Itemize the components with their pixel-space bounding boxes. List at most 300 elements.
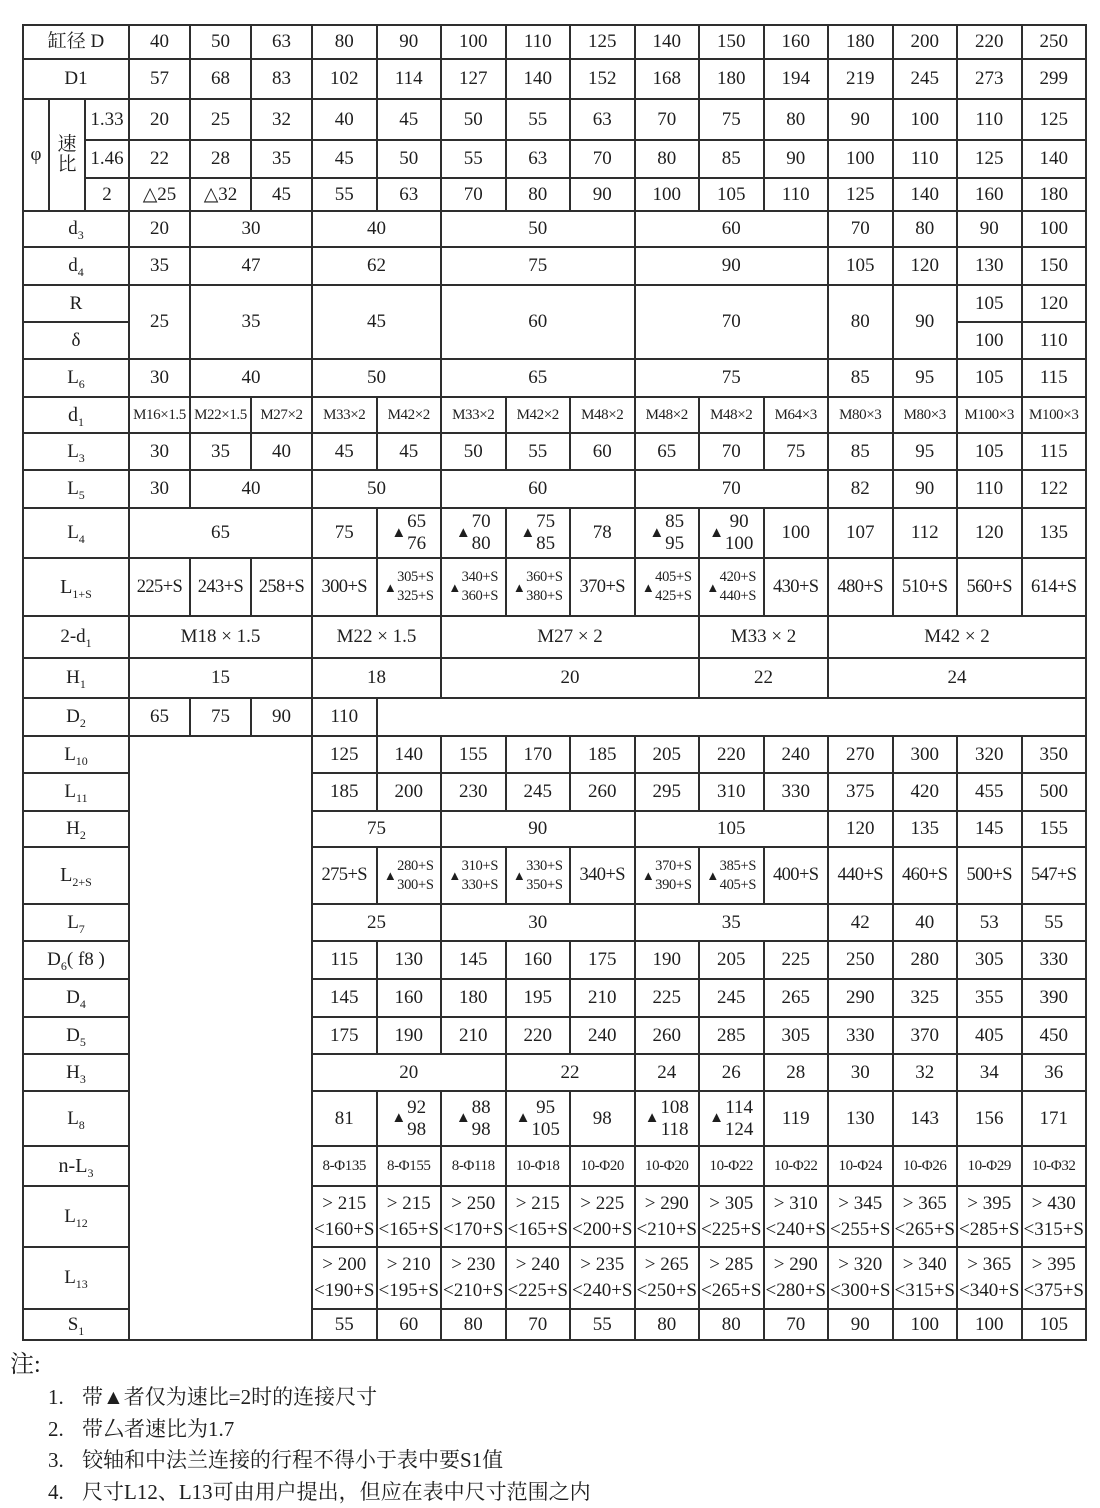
table-cell: 340+S (570, 847, 635, 904)
table-cell: 98 (570, 1091, 635, 1146)
table-cell: ▲ 310+S 330+S (441, 847, 506, 904)
table-cell: 290 (828, 979, 893, 1017)
table-cell: 90 (570, 178, 635, 211)
table-cell: ▲ 405+S 425+S (635, 558, 700, 616)
table-cell: 110 (893, 140, 958, 178)
table-cell: 45 (312, 140, 377, 178)
table-cell: △32 (190, 178, 251, 211)
table-cell: 260 (635, 1017, 700, 1054)
table-cell: 35 (635, 904, 829, 941)
dimension-spec-table (22, 24, 1087, 1341)
notes-section (10, 1348, 1080, 1508)
table-cell: 125 (312, 736, 377, 773)
table-cell: > 240 <225+S (506, 1247, 571, 1309)
table-cell: 219 (828, 59, 893, 99)
table-cell: 194 (764, 59, 829, 99)
table-cell: 10-Φ24 (828, 1146, 893, 1186)
table-row (23, 59, 1086, 99)
table-cell: 80 (893, 211, 958, 247)
table-cell: 305 (957, 941, 1022, 979)
table-cell: 30 (441, 904, 635, 941)
table-cell: 40 (312, 99, 377, 140)
table-cell: 160 (506, 941, 571, 979)
table-cell: 90 (635, 247, 829, 285)
table-cell: > 345 <255+S (828, 1186, 893, 1247)
table-cell: 125 (957, 140, 1022, 178)
table-cell: 305 (764, 1017, 829, 1054)
table-cell: 145 (441, 941, 506, 979)
table-cell: 405 (957, 1017, 1022, 1054)
note-number: 4. (48, 1477, 82, 1508)
table-cell: 114 (377, 59, 442, 99)
table-cell: 100 (893, 1309, 958, 1340)
row-label: δ (23, 322, 129, 359)
table-cell: 45 (312, 285, 441, 359)
table-cell: M100×3 (957, 397, 1022, 433)
table-cell: 90 (828, 1309, 893, 1340)
table-cell: 200 (377, 773, 442, 811)
table-cell: 55 (506, 99, 571, 140)
table-cell: 285 (699, 1017, 764, 1054)
table-cell: M48×2 (635, 397, 700, 433)
table-cell: 90 (251, 698, 312, 736)
table-cell: 295 (635, 773, 700, 811)
table-cell: 275+S (312, 847, 377, 904)
row-label: $H_3$ (23, 1054, 129, 1091)
table-cell: > 215 <160+S (312, 1186, 377, 1247)
table-cell: > 395 <375+S (1022, 1247, 1087, 1309)
table-cell: 70 (699, 433, 764, 470)
row-label: 缸径 D (23, 25, 129, 59)
filled-triangle-icon: ▲ (706, 869, 718, 882)
empty-cell (129, 736, 312, 1340)
row-label: $2-d_1$ (23, 616, 129, 658)
table-cell: 90 (893, 285, 958, 359)
table-cell: 145 (957, 811, 1022, 847)
table-cell: ▲ 305+S 325+S (377, 558, 442, 616)
table-cell: 80 (506, 178, 571, 211)
table-cell: 75 (312, 508, 377, 558)
table-cell: M22 × 1.5 (312, 616, 441, 658)
table-cell: 125 (1022, 99, 1087, 140)
table-cell: M48×2 (570, 397, 635, 433)
row-label: R (23, 285, 129, 322)
table-cell: M33×2 (312, 397, 377, 433)
table-cell: 125 (828, 178, 893, 211)
table-cell: 35 (129, 247, 190, 285)
table-cell: 30 (190, 211, 312, 247)
table-cell: M22×1.5 (190, 397, 251, 433)
table-cell: ▲ 385+S 405+S (699, 847, 764, 904)
table-cell: 70 (441, 178, 506, 211)
table-row (23, 247, 1086, 285)
table-cell: 280 (893, 941, 958, 979)
table-cell: 25 (190, 99, 251, 140)
table-row (23, 658, 1086, 698)
table-cell: 50 (441, 99, 506, 140)
table-cell: 80 (828, 285, 893, 359)
table-cell: 57 (129, 59, 190, 99)
table-cell: 240 (570, 1017, 635, 1054)
table-cell: M64×3 (764, 397, 829, 433)
notes-title: 注: (10, 1348, 1080, 1382)
table-cell: 225 (764, 941, 829, 979)
table-cell: 40 (190, 470, 312, 508)
table-row (23, 25, 1086, 59)
table-cell: 150 (699, 25, 764, 59)
table-cell: 45 (312, 433, 377, 470)
filled-triangle-icon: ▲ (391, 526, 406, 541)
table-row (23, 397, 1086, 433)
row-label: 2 (85, 178, 129, 211)
table-cell: 450 (1022, 1017, 1087, 1054)
table-cell: 10-Φ26 (893, 1146, 958, 1186)
note-text: 铰轴和中法兰连接的行程不得小于表中要S1值 (82, 1445, 503, 1477)
table-cell: 100 (441, 25, 506, 59)
table-cell: 156 (957, 1091, 1022, 1146)
table-cell: 28 (764, 1054, 829, 1091)
table-cell: 68 (190, 59, 251, 99)
table-cell: 120 (1022, 285, 1087, 322)
table-row (23, 99, 1086, 140)
table-cell: 32 (893, 1054, 958, 1091)
table-cell: 210 (441, 1017, 506, 1054)
table-cell: 547+S (1022, 847, 1087, 904)
filled-triangle-icon: ▲ (709, 526, 724, 541)
table-cell: ▲ 340+S 360+S (441, 558, 506, 616)
table-cell: 55 (506, 433, 571, 470)
table-cell: 50 (312, 470, 441, 508)
row-label: $d_1$ (23, 397, 129, 433)
table-cell: 265 (764, 979, 829, 1017)
table-cell: M42×2 (377, 397, 442, 433)
table-cell: 500+S (957, 847, 1022, 904)
table-cell: > 305 <225+S (699, 1186, 764, 1247)
table-cell: ▲ 70 80 (441, 508, 506, 558)
table-cell: 185 (570, 736, 635, 773)
row-label: $d_4$ (23, 247, 129, 285)
table-cell: 100 (957, 1309, 1022, 1340)
row-label: $L_7$ (23, 904, 129, 941)
table-cell: ▲ 114 124 (699, 1091, 764, 1146)
table-cell: 70 (764, 1309, 829, 1340)
filled-triangle-icon: ▲ (384, 869, 396, 882)
table-cell: 65 (129, 698, 190, 736)
table-cell: 440+S (828, 847, 893, 904)
table-cell: 60 (635, 211, 829, 247)
table-cell: 80 (699, 1309, 764, 1340)
table-cell: 85 (828, 433, 893, 470)
table-cell: 190 (635, 941, 700, 979)
table-cell: 90 (893, 470, 958, 508)
table-cell: 560+S (957, 558, 1022, 616)
table-cell: 65 (441, 359, 635, 397)
table-cell: 22 (129, 140, 190, 178)
table-cell: 430+S (764, 558, 829, 616)
table-cell: ▲ 85 95 (635, 508, 700, 558)
table-cell: 80 (312, 25, 377, 59)
table-cell: 112 (893, 508, 958, 558)
table-cell: 225+S (129, 558, 190, 616)
row-label: $L_{1+S}$ (23, 558, 129, 616)
table-cell: 75 (441, 247, 635, 285)
table-cell: 45 (251, 178, 312, 211)
table-cell: 75 (635, 359, 829, 397)
table-cell: ▲ 65 76 (377, 508, 442, 558)
table-cell: 300 (893, 736, 958, 773)
table-cell: 170 (506, 736, 571, 773)
table-cell: 26 (699, 1054, 764, 1091)
table-cell: 455 (957, 773, 1022, 811)
table-cell: 90 (828, 99, 893, 140)
table-cell: > 210 <195+S (377, 1247, 442, 1309)
table-cell: 143 (893, 1091, 958, 1146)
table-cell: 40 (251, 433, 312, 470)
row-label: $d_3$ (23, 211, 129, 247)
table-cell: 243+S (190, 558, 251, 616)
table-cell: 20 (312, 1054, 506, 1091)
table-cell: 30 (828, 1054, 893, 1091)
table-cell: > 250 <170+S (441, 1186, 506, 1247)
table-cell: 105 (828, 247, 893, 285)
table-cell: 370+S (570, 558, 635, 616)
table-cell: 90 (441, 811, 635, 847)
table-cell: 330 (764, 773, 829, 811)
table-cell: 152 (570, 59, 635, 99)
table-cell: 330 (828, 1017, 893, 1054)
table-row (23, 140, 1086, 178)
table-cell: 110 (1022, 322, 1087, 359)
table-cell: 300+S (312, 558, 377, 616)
table-cell: 8-Φ118 (441, 1146, 506, 1186)
table-cell: 55 (570, 1309, 635, 1340)
spec-table-body (23, 25, 1086, 1340)
table-cell: 273 (957, 59, 1022, 99)
table-cell: 55 (1022, 904, 1087, 941)
table-cell: ▲ 92 98 (377, 1091, 442, 1146)
table-cell: 245 (506, 773, 571, 811)
table-cell: 40 (190, 359, 312, 397)
table-cell: 119 (764, 1091, 829, 1146)
table-cell: 10-Φ22 (764, 1146, 829, 1186)
table-cell: > 290 <210+S (635, 1186, 700, 1247)
table-cell: 70 (635, 99, 700, 140)
filled-triangle-icon: ▲ (642, 581, 654, 594)
table-cell: 53 (957, 904, 1022, 941)
table-cell: 160 (764, 25, 829, 59)
table-cell: 460+S (893, 847, 958, 904)
table-cell: 22 (699, 658, 828, 698)
table-cell: 135 (1022, 508, 1087, 558)
table-cell: 171 (1022, 1091, 1087, 1146)
note-number: 1. (48, 1382, 82, 1414)
table-row (23, 359, 1086, 397)
row-label: $L_8$ (23, 1091, 129, 1146)
table-cell: 100 (764, 508, 829, 558)
table-cell: 320 (957, 736, 1022, 773)
table-cell: 75 (312, 811, 441, 847)
table-cell: 20 (441, 658, 699, 698)
note-number: 3. (48, 1445, 82, 1477)
table-cell: 90 (377, 25, 442, 59)
table-cell: > 290 <280+S (764, 1247, 829, 1309)
row-label: $n-L_3$ (23, 1146, 129, 1186)
table-cell: 8-Φ135 (312, 1146, 377, 1186)
table-cell: 100 (1022, 211, 1087, 247)
table-cell: 50 (377, 140, 442, 178)
filled-triangle-icon: ▲ (516, 1111, 531, 1126)
table-cell: 75 (699, 99, 764, 140)
filled-triangle-icon: ▲ (448, 581, 460, 594)
table-cell: > 310 <240+S (764, 1186, 829, 1247)
table-cell: ▲ 88 98 (441, 1091, 506, 1146)
table-cell: 160 (957, 178, 1022, 211)
note-item (48, 1477, 1080, 1508)
table-cell: 200 (893, 25, 958, 59)
table-cell: 140 (1022, 140, 1087, 178)
table-cell: 100 (893, 99, 958, 140)
row-label: $L_{2+S}$ (23, 847, 129, 904)
table-cell: 270 (828, 736, 893, 773)
filled-triangle-icon: ▲ (391, 1111, 406, 1126)
table-cell: 80 (764, 99, 829, 140)
table-cell: 20 (129, 99, 190, 140)
row-label: 1.46 (85, 140, 129, 178)
table-cell: △25 (129, 178, 190, 211)
table-cell: > 215 <165+S (506, 1186, 571, 1247)
table-cell: 70 (570, 140, 635, 178)
table-cell: 65 (635, 433, 700, 470)
table-cell: 185 (312, 773, 377, 811)
table-cell: > 395 <285+S (957, 1186, 1022, 1247)
table-cell: 205 (699, 941, 764, 979)
table-cell: 90 (957, 211, 1022, 247)
table-cell: 175 (312, 1017, 377, 1054)
table-cell: 140 (377, 736, 442, 773)
table-cell: ▲ 360+S 380+S (506, 558, 571, 616)
table-cell: 70 (635, 470, 829, 508)
row-label: D1 (23, 59, 129, 99)
note-item (48, 1414, 1080, 1446)
table-cell: 110 (764, 178, 829, 211)
note-text: 带▲者仅为速比=2时的连接尺寸 (82, 1382, 377, 1414)
table-cell: 28 (190, 140, 251, 178)
table-cell: 115 (1022, 359, 1087, 397)
row-label: $H_1$ (23, 658, 129, 698)
table-row (23, 178, 1086, 211)
table-cell: 420 (893, 773, 958, 811)
table-cell: 120 (957, 508, 1022, 558)
table-cell: 168 (635, 59, 700, 99)
table-cell: 105 (957, 433, 1022, 470)
filled-triangle-icon: ▲ (706, 581, 718, 594)
row-label: $L_6$ (23, 359, 129, 397)
filled-triangle-icon: ▲ (513, 581, 525, 594)
table-cell: 122 (1022, 470, 1087, 508)
table-cell: 400+S (764, 847, 829, 904)
row-label: φ (23, 99, 49, 211)
table-cell: 127 (441, 59, 506, 99)
table-cell: 110 (957, 470, 1022, 508)
table-cell: 100 (957, 322, 1022, 359)
table-cell: 135 (893, 811, 958, 847)
note-number: 2. (48, 1414, 82, 1446)
table-cell: 110 (957, 99, 1022, 140)
table-cell: 30 (129, 359, 190, 397)
table-cell: 40 (129, 25, 190, 59)
table-cell: 55 (312, 178, 377, 211)
table-cell: > 365 <265+S (893, 1186, 958, 1247)
table-cell: 95 (893, 433, 958, 470)
table-cell: 120 (893, 247, 958, 285)
table-row (23, 433, 1086, 470)
table-cell: 205 (635, 736, 700, 773)
table-cell: 8-Φ155 (377, 1146, 442, 1186)
table-cell: 90 (764, 140, 829, 178)
filled-triangle-icon: ▲ (456, 526, 471, 541)
table-cell: 85 (699, 140, 764, 178)
row-label: $L_3$ (23, 433, 129, 470)
table-cell: M42 × 2 (828, 616, 1086, 658)
table-cell: 370 (893, 1017, 958, 1054)
table-row (23, 211, 1086, 247)
table-cell: 140 (506, 59, 571, 99)
table-cell: 100 (635, 178, 700, 211)
table-cell: > 230 <210+S (441, 1247, 506, 1309)
table-cell: ▲ 108 118 (635, 1091, 700, 1146)
table-row (23, 470, 1086, 508)
table-cell: 100 (828, 140, 893, 178)
table-cell: M33×2 (441, 397, 506, 433)
row-label: $H_2$ (23, 811, 129, 847)
table-cell: 62 (312, 247, 441, 285)
table-cell: 105 (699, 178, 764, 211)
row-label: $D_2$ (23, 698, 129, 736)
table-cell: 10-Φ20 (635, 1146, 700, 1186)
table-cell: 63 (570, 99, 635, 140)
table-cell: 18 (312, 658, 441, 698)
table-cell: > 285 <265+S (699, 1247, 764, 1309)
row-label: 1.33 (85, 99, 129, 140)
table-cell: M80×3 (828, 397, 893, 433)
table-cell: 220 (699, 736, 764, 773)
table-cell: 180 (699, 59, 764, 99)
table-row (23, 616, 1086, 658)
empty-cell (377, 698, 1087, 736)
table-cell: 614+S (1022, 558, 1087, 616)
table-cell: 105 (957, 359, 1022, 397)
table-cell: 140 (635, 25, 700, 59)
table-cell: 180 (1022, 178, 1087, 211)
table-cell: 82 (828, 470, 893, 508)
table-row (23, 285, 1086, 322)
table-cell: 299 (1022, 59, 1087, 99)
table-cell: ▲ 75 85 (506, 508, 571, 558)
table-cell: ▲ 420+S 440+S (699, 558, 764, 616)
table-cell: 390 (1022, 979, 1087, 1017)
row-label: $L_{10}$ (23, 736, 129, 773)
table-cell: > 225 <200+S (570, 1186, 635, 1247)
table-cell: M33 × 2 (699, 616, 828, 658)
table-cell: 240 (764, 736, 829, 773)
table-cell: 10-Φ29 (957, 1146, 1022, 1186)
table-cell: 350 (1022, 736, 1087, 773)
table-cell: 225 (635, 979, 700, 1017)
table-cell: 250 (828, 941, 893, 979)
row-label: $S_1$ (23, 1309, 129, 1340)
table-cell: 60 (441, 470, 635, 508)
table-cell: 330 (1022, 941, 1087, 979)
